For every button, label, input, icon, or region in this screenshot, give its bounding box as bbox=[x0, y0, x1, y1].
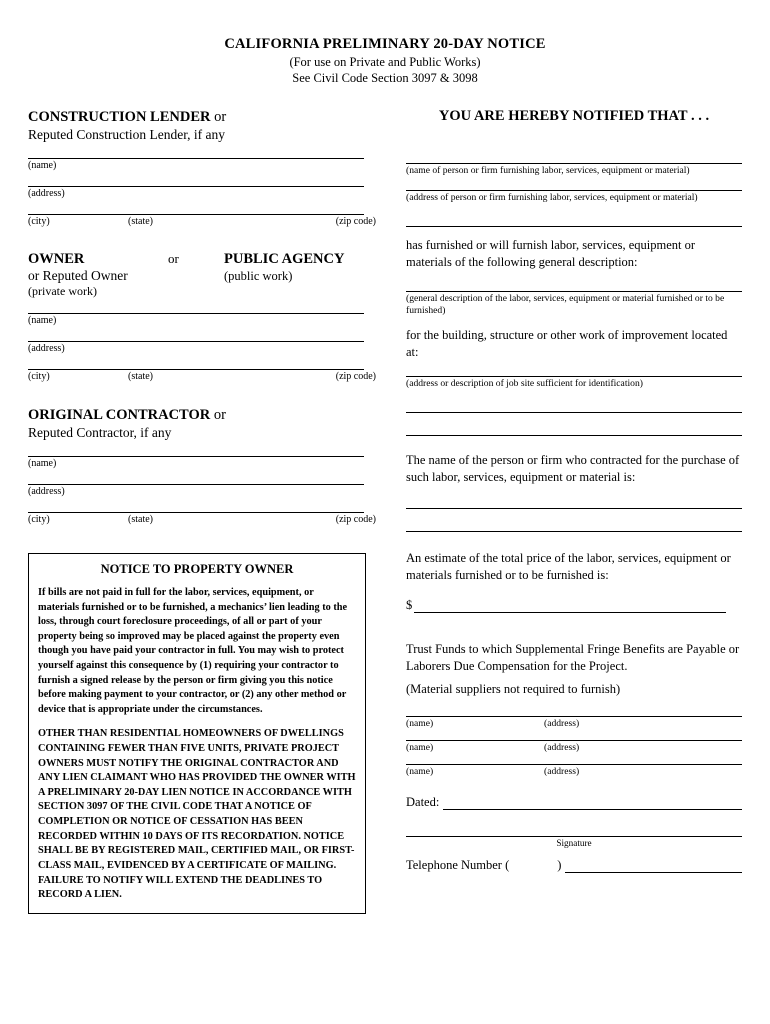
trust-fund-row-2-address-caption: (address) bbox=[544, 741, 580, 753]
trust-fund-row-1-captions bbox=[406, 718, 742, 731]
text-trust-funds: Trust Funds to which Supplemental Fringe Benefits are Payable or Laborers Due Compensation for the Project. bbox=[406, 641, 740, 673]
telephone-field[interactable] bbox=[406, 858, 742, 873]
owner-heading-row bbox=[28, 251, 380, 268]
telephone-label: Telephone Number ( bbox=[406, 857, 510, 872]
estimate-amount-field[interactable] bbox=[406, 598, 742, 613]
right-column bbox=[406, 108, 742, 914]
lender-name-field[interactable] bbox=[28, 158, 380, 172]
construction-lender-heading bbox=[28, 108, 380, 126]
telephone-paren-close: ) bbox=[557, 857, 562, 872]
owner-state-caption: (state) bbox=[128, 371, 153, 383]
notice-to-property-owner-box bbox=[28, 553, 366, 914]
trust-fund-row-1-address-caption: (address) bbox=[544, 717, 580, 729]
purchaser-line-2-field[interactable] bbox=[406, 531, 742, 532]
lender-address-caption: (address) bbox=[28, 187, 65, 199]
general-description-caption: (general description of the labor, services, equipment or material furnished or to be furnished) bbox=[406, 292, 725, 316]
public-agency-heading: PUBLIC AGENCY bbox=[224, 250, 345, 267]
job-site-line-3-rule[interactable] bbox=[406, 435, 742, 436]
text-has-furnished: has furnished or will furnish labor, services, equipment or materials of the following general description: bbox=[406, 237, 696, 269]
owner-city-state-zip-rule[interactable] bbox=[28, 369, 364, 370]
trust-fund-row-2-name-caption: (name) bbox=[406, 741, 434, 753]
trust-fund-row-3[interactable] bbox=[406, 764, 742, 779]
furnisher-address-field[interactable] bbox=[406, 190, 742, 204]
purchaser-line-1-rule[interactable] bbox=[406, 508, 742, 509]
owner-heading: OWNER bbox=[28, 250, 85, 267]
contractor-city-caption: (city) bbox=[28, 513, 50, 525]
signature-field[interactable] bbox=[406, 836, 742, 848]
dated-field[interactable] bbox=[406, 795, 742, 810]
estimate-amount-rule[interactable] bbox=[414, 601, 726, 613]
job-site-rule[interactable] bbox=[406, 376, 742, 377]
general-description-field[interactable] bbox=[406, 291, 742, 317]
owner-heading-or: or bbox=[168, 250, 179, 266]
trust-fund-row-3-address-caption: (address) bbox=[544, 765, 580, 777]
contractor-zip-caption: (zip code) bbox=[335, 513, 376, 525]
document-title: CALIFORNIA PRELIMINARY 20-DAY NOTICE bbox=[224, 36, 546, 52]
job-site-caption: (address or description of job site sufficient for identification) bbox=[406, 378, 643, 390]
furnisher-address-rule[interactable] bbox=[406, 190, 742, 191]
contractor-address-caption: (address) bbox=[28, 485, 65, 497]
trust-fund-row-2-rule[interactable] bbox=[406, 740, 742, 741]
owner-name-field[interactable] bbox=[28, 313, 380, 327]
dollar-sign: $ bbox=[406, 597, 413, 612]
general-description-rule[interactable] bbox=[406, 291, 742, 292]
trust-fund-row-1[interactable] bbox=[406, 716, 742, 731]
notice-box-paragraph-1: If bills are not paid in full for the labor, services, equipment, or materials furnished or to be furnished, a mechanics’ lien leading to the loss, through court foreclosure proceedings, of all or part of your property being so improved may be placed against the property even though you have paid your contractor in full. You may wish to protect yourself against this consequence by (1) requiring your contractor to furnish a signed release by the person or firm giving you this notice before making payment to your contractor, or (2) any other method or device that is appropriate under the circumstances. bbox=[38, 586, 348, 715]
purchaser-line-2-rule[interactable] bbox=[406, 531, 742, 532]
lender-city-caption: (city) bbox=[28, 215, 50, 227]
lender-city-state-zip-captions bbox=[28, 216, 380, 229]
trust-fund-row-1-name-caption: (name) bbox=[406, 717, 434, 729]
telephone-number-rule[interactable] bbox=[565, 860, 742, 873]
text-for-the-building: for the building, structure or other work of improvement located at: bbox=[406, 327, 728, 359]
dated-rule[interactable] bbox=[443, 797, 742, 810]
column-gap bbox=[380, 108, 406, 914]
private-work-caption: (private work) bbox=[28, 283, 97, 298]
lender-state-caption: (state) bbox=[128, 215, 153, 227]
contractor-state-caption: (state) bbox=[128, 513, 153, 525]
original-contractor-heading-or: or bbox=[213, 407, 226, 424]
trust-fund-row-3-captions bbox=[406, 766, 742, 779]
lender-zip-caption: (zip code) bbox=[335, 215, 376, 227]
owner-address-rule[interactable] bbox=[28, 341, 364, 342]
lender-name-rule[interactable] bbox=[28, 158, 364, 159]
owner-address-field[interactable] bbox=[28, 341, 380, 355]
notice-box-title: NOTICE TO PROPERTY OWNER bbox=[100, 561, 294, 576]
trust-fund-row-2-captions bbox=[406, 742, 742, 755]
document-subtitle-code: See Civil Code Section 3097 & 3098 bbox=[292, 71, 478, 85]
job-site-line-2-rule[interactable] bbox=[406, 412, 742, 413]
document-subtitle-usage: (For use on Private and Public Works) bbox=[289, 55, 481, 69]
construction-lender-heading-text: CONSTRUCTION LENDER bbox=[28, 109, 211, 125]
owner-subheading: or Reputed Owner bbox=[28, 267, 128, 283]
lender-name-caption: (name) bbox=[28, 159, 57, 171]
contractor-address-rule[interactable] bbox=[28, 484, 364, 485]
signature-caption: Signature bbox=[556, 837, 592, 848]
contractor-city-state-zip-captions bbox=[28, 514, 380, 527]
form-columns bbox=[28, 108, 742, 914]
notified-heading: YOU ARE HEREBY NOTIFIED THAT . . . bbox=[438, 108, 710, 124]
owner-subheading-row bbox=[28, 268, 380, 284]
owner-address-caption: (address) bbox=[28, 343, 65, 355]
trust-fund-row-1-rule[interactable] bbox=[406, 716, 742, 717]
contractor-name-rule[interactable] bbox=[28, 456, 364, 457]
contractor-city-state-zip-field[interactable] bbox=[28, 512, 380, 527]
furnisher-name-caption: (name of person or firm furnishing labor, services, equipment or material) bbox=[406, 165, 690, 176]
lender-city-state-zip-field[interactable] bbox=[28, 214, 380, 229]
furnisher-extra-line-field[interactable] bbox=[406, 226, 742, 227]
signature-rule[interactable] bbox=[406, 836, 742, 837]
job-site-field[interactable] bbox=[406, 376, 742, 390]
purchaser-line-1-field[interactable] bbox=[406, 508, 742, 509]
construction-lender-subheading: Reputed Construction Lender, if any bbox=[28, 127, 226, 143]
furnisher-extra-line-rule[interactable] bbox=[406, 226, 742, 227]
original-contractor-heading-text: ORIGINAL CONTRACTOR bbox=[28, 407, 211, 424]
original-contractor-heading bbox=[28, 406, 380, 424]
lender-address-rule[interactable] bbox=[28, 186, 364, 187]
trust-fund-row-3-rule[interactable] bbox=[406, 764, 742, 765]
owner-city-state-zip-field[interactable] bbox=[28, 369, 380, 384]
public-work-caption: (public work) bbox=[224, 268, 293, 283]
owner-zip-caption: (zip code) bbox=[335, 371, 376, 383]
left-column bbox=[28, 108, 380, 914]
owner-city-state-zip-captions bbox=[28, 371, 380, 384]
page-title bbox=[28, 36, 742, 86]
job-site-line-3-field[interactable] bbox=[406, 435, 742, 436]
owner-name-rule[interactable] bbox=[28, 313, 364, 314]
section-owner-public-agency bbox=[28, 251, 380, 385]
furnisher-address-caption: (address of person or firm furnishing labor, services, equipment or material) bbox=[406, 191, 698, 203]
owner-city-caption: (city) bbox=[28, 371, 50, 383]
notice-box-paragraph-2: OTHER THAN RESIDENTIAL HOMEOWNERS OF DWELLINGS CONTAINING FEWER THAN FIVE UNITS, PRIVATE PROJECT OWNERS MUST NOTIFY THE ORIGINAL CONTRACTOR AND ANY LIEN CLAIMANT WHO HAS PROVIDED THE OWNER WITH A PRELIMINARY 20-DAY LIEN NOTICE IN ACCORDANCE WITH SECTION 3097 OF THE CIVIL CODE THAT A NOTICE OF COMPLETION OR NOTICE OF CESSATION HAS BEEN RECORDED WITHIN 10 DAYS OF ITS RECORDATION. NOTICE SHALL BE BY REGISTERED MAIL, CERTIFIED MAIL, OR FIRST-CLASS MAIL, EVIDENCED BY A CERTIFICATE OF MAILING. FAILURE TO NOTIFY WILL EXTEND THE DEADLINES TO RECORD A LIEN. bbox=[38, 728, 356, 901]
job-site-line-2-field[interactable] bbox=[406, 412, 742, 413]
contractor-address-field[interactable] bbox=[28, 484, 380, 498]
lender-city-state-zip-rule[interactable] bbox=[28, 214, 364, 215]
contractor-name-caption: (name) bbox=[28, 457, 57, 469]
lender-address-field[interactable] bbox=[28, 186, 380, 200]
trust-fund-row-2[interactable] bbox=[406, 740, 742, 755]
owner-name-caption: (name) bbox=[28, 315, 57, 327]
section-construction-lender bbox=[28, 108, 380, 229]
construction-lender-heading-or: or bbox=[214, 109, 227, 125]
text-material-suppliers: (Material suppliers not required to furnish) bbox=[406, 681, 621, 696]
dated-label: Dated: bbox=[406, 794, 440, 809]
furnisher-name-field[interactable] bbox=[406, 163, 742, 177]
text-estimate-total-price: An estimate of the total price of the labor, services, equipment or materials furnished or to be furnished is: bbox=[406, 551, 731, 583]
contractor-city-state-zip-rule[interactable] bbox=[28, 512, 364, 513]
text-contracted-for-purchase: The name of the person or firm who contracted for the purchase of such labor, services, equipment or material is: bbox=[406, 453, 740, 485]
section-original-contractor bbox=[28, 406, 380, 527]
furnisher-name-rule[interactable] bbox=[406, 163, 742, 164]
original-contractor-subheading: Reputed Contractor, if any bbox=[28, 425, 172, 441]
trust-fund-row-3-name-caption: (name) bbox=[406, 765, 434, 777]
contractor-name-field[interactable] bbox=[28, 456, 380, 470]
